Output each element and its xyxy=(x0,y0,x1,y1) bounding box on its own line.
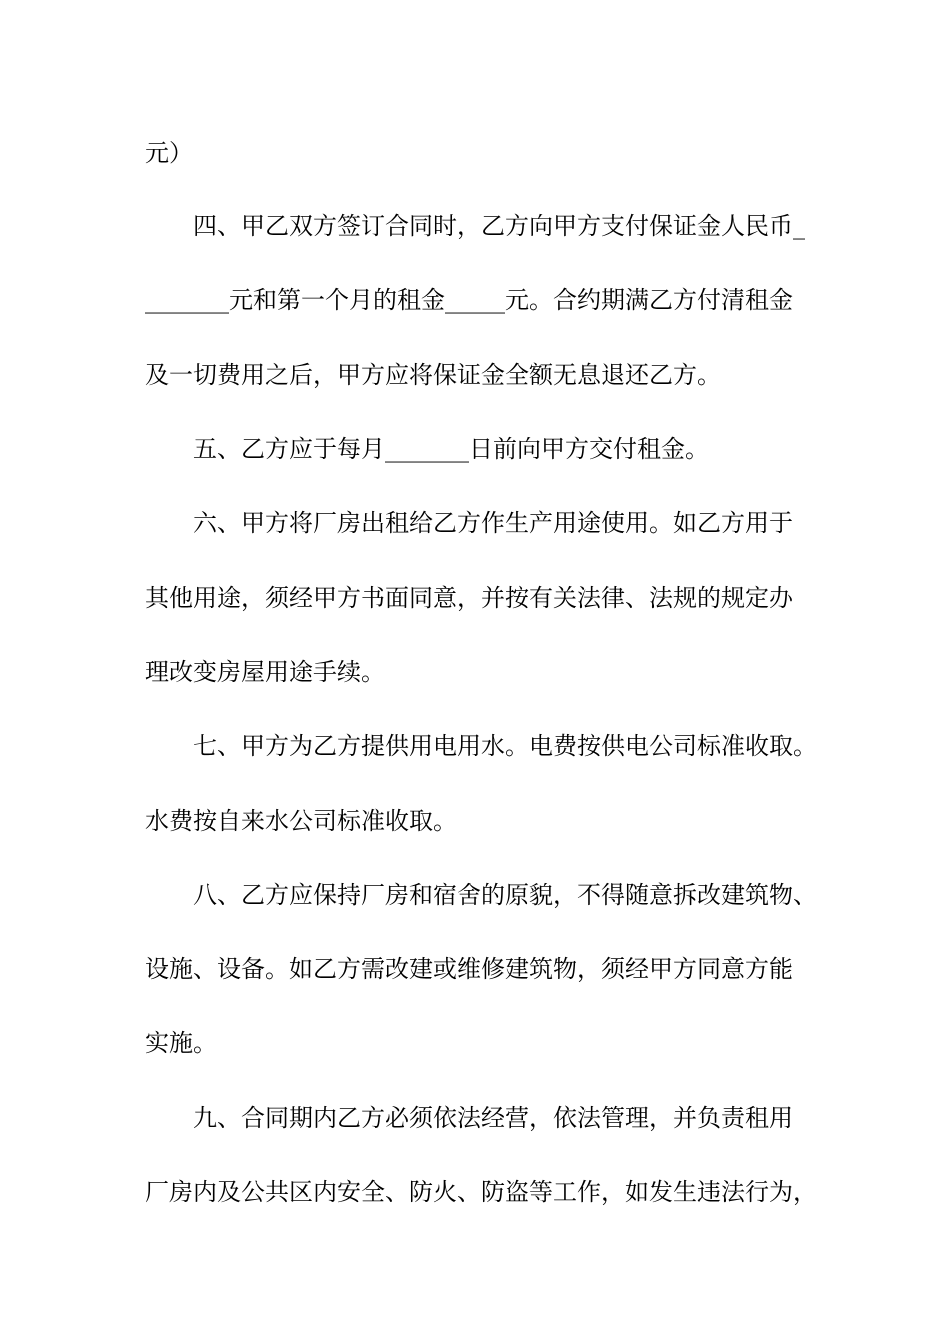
clause-5-line-1: 五、乙方应于每月_______日前向甲方交付租金。 xyxy=(193,435,709,463)
clause-7-line-1: 七、甲方为乙方提供用电用水。电费按供电公司标准收取。 xyxy=(193,732,817,760)
clause-8-line-3: 实施。 xyxy=(145,1029,217,1057)
clause-4-line-3: 及一切费用之后，甲方应将保证金全额无息退还乙方。 xyxy=(145,361,721,389)
clause-9-line-1: 九、合同期内乙方必须依法经营，依法管理，并负责租用 xyxy=(193,1104,793,1132)
clause-8-line-1: 八、乙方应保持厂房和宿舍的原貌，不得随意拆改建筑物、 xyxy=(193,881,817,909)
clause-4-line-2: _______元和第一个月的租金_____元。合约期满乙方付清租金 xyxy=(145,286,793,314)
clause-6-line-2: 其他用途，须经甲方书面同意，并按有关法律、法规的规定办 xyxy=(145,584,793,612)
clause-7-line-2: 水费按自来水公司标准收取。 xyxy=(145,807,457,835)
clause-8-line-2: 设施、设备。如乙方需改建或维修建筑物，须经甲方同意方能 xyxy=(145,955,793,983)
clause-9-line-2: 厂房内及公共区内安全、防火、防盗等工作，如发生违法行为， xyxy=(145,1178,817,1206)
text-line-continuation: 元） xyxy=(145,139,193,167)
clause-6-line-1: 六、甲方将厂房出租给乙方作生产用途使用。如乙方用于 xyxy=(193,509,793,537)
clause-6-line-3: 理改变房屋用途手续。 xyxy=(145,658,385,686)
clause-4-line-1: 四、甲乙双方签订合同时，乙方向甲方支付保证金人民币_ xyxy=(193,212,805,240)
